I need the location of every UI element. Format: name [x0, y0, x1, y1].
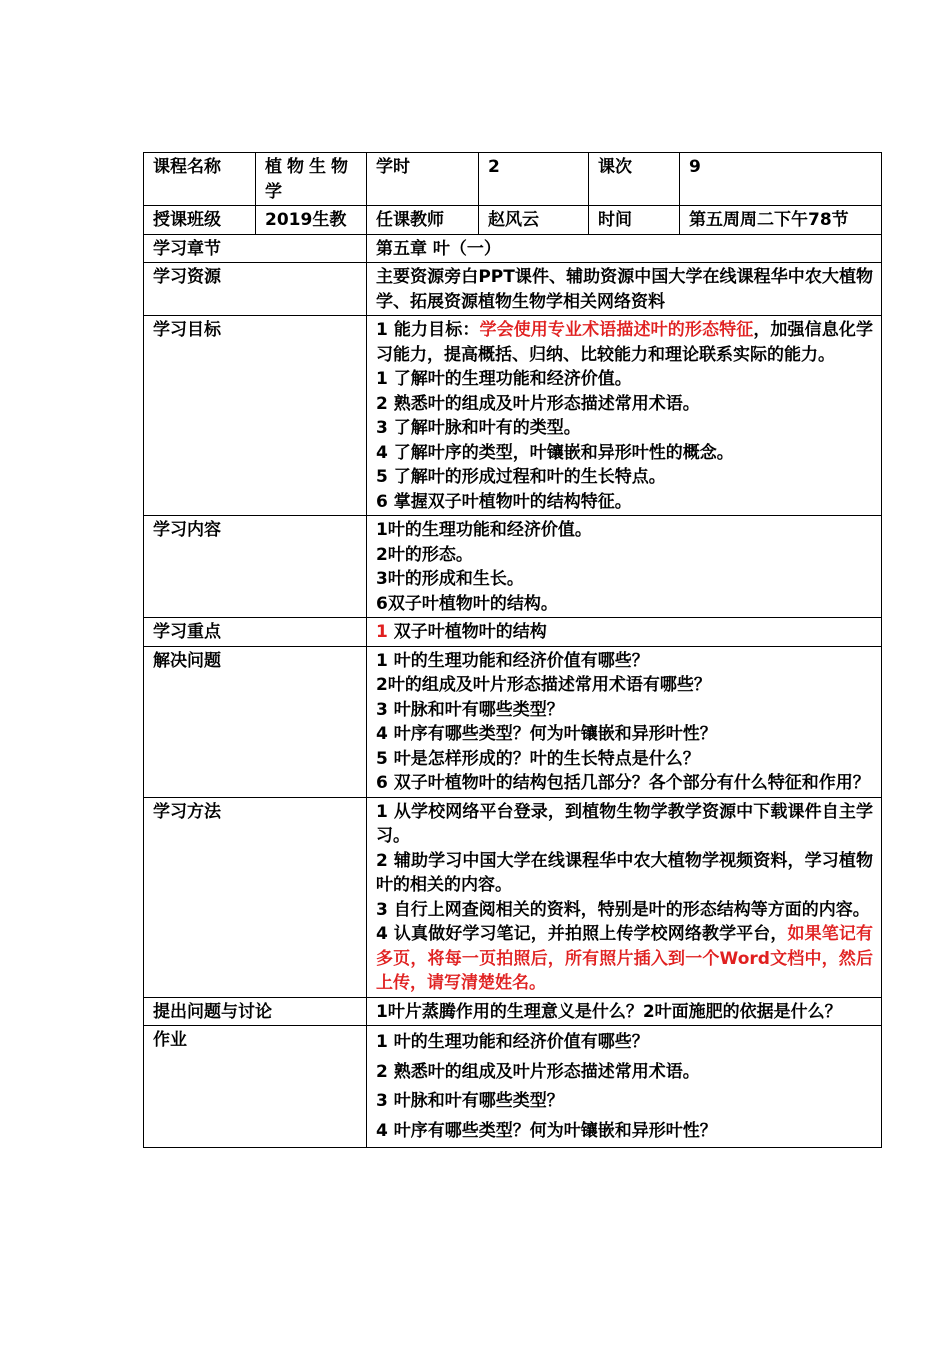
course-name-label: 课程名称 [144, 153, 256, 206]
chapter-value: 第五章 叶（一） [367, 234, 882, 263]
row-homework [144, 1026, 882, 1148]
key-points-label: 学习重点 [144, 618, 367, 647]
row-resources [144, 263, 882, 316]
objective-item: 4 了解叶序的类型，叶镶嵌和异形叶性的概念。 [376, 442, 734, 463]
methods-label: 学习方法 [144, 797, 367, 997]
problem-item: 5 叶是怎样形成的？叶的生长特点是什么？ [376, 748, 700, 769]
ability-prefix: 1 能力目标： [376, 320, 480, 340]
class-label: 授课班级 [144, 206, 256, 235]
homework-item: 2 熟悉叶的组成及叶片形态描述常用术语。 [376, 1061, 700, 1082]
content-item: 1叶的生理功能和经济价值。 [376, 520, 592, 540]
method-item4-prefix: 4 认真做好学习笔记，并拍照上传学校网络教学平台， [376, 924, 788, 944]
discussion-label: 提出问题与讨论 [144, 997, 367, 1026]
row-content [144, 516, 882, 618]
objectives-value [367, 316, 882, 516]
homework-item: 1 叶的生理功能和经济价值有哪些？ [376, 1032, 649, 1052]
row-course [144, 153, 882, 206]
row-objectives [144, 316, 882, 516]
problem-item: 4 叶序有哪些类型？何为叶镶嵌和异形叶性？ [376, 724, 717, 744]
content-value [367, 516, 882, 618]
content-item: 2叶的形态。 [376, 544, 473, 565]
method-item: 1 从学校网络平台登录，到植物生物学教学资源中下载课件自主学习。 [376, 801, 873, 846]
key-points-value [367, 618, 882, 647]
hours-label: 学时 [367, 153, 479, 206]
resources-value: 主要资源旁白PPT课件、辅助资源中国大学在线课程华中农大植物学、拓展资源植物生物学相关网络资料 [367, 263, 882, 316]
session-value: 9 [680, 153, 882, 206]
problems-value [367, 646, 882, 797]
time-label: 时间 [589, 206, 680, 235]
objective-item: 6 掌握双子叶植物叶的结构特征。 [376, 491, 632, 512]
lesson-plan-table [143, 152, 882, 1148]
time-value: 第五周周二下午78节 [680, 206, 882, 235]
homework-label: 作业 [144, 1026, 367, 1148]
class-value: 2019生教 [256, 206, 367, 235]
method-item: 2 辅助学习中国大学在线课程华中农大植物学视频资料，学习植物叶的相关的内容。 [376, 850, 873, 895]
row-class [144, 206, 882, 235]
method-item-4 [376, 922, 873, 996]
teacher-value: 赵风云 [479, 206, 589, 235]
content-item: 3叶的形成和生长。 [376, 569, 524, 589]
method-item4-highlight: 如果笔记有多页，将每一页拍照后，所有照片插入到一个Word文档中，然后上传，请写清楚姓名。 [376, 924, 874, 993]
homework-item: 4 叶序有哪些类型？何为叶镶嵌和异形叶性？ [376, 1120, 717, 1141]
row-problems [144, 646, 882, 797]
content-item: 6双子叶植物叶的结构。 [376, 593, 558, 614]
objective-item: 5 了解叶的形成过程和叶的生长特点。 [376, 467, 666, 487]
row-key-points [144, 618, 882, 647]
homework-item: 3 叶脉和叶有哪些类型？ [376, 1091, 564, 1111]
problems-label: 解决问题 [144, 646, 367, 797]
chapter-label: 学习章节 [144, 234, 367, 263]
homework-value [367, 1026, 882, 1148]
problem-item: 2叶的组成及叶片形态描述常用术语有哪些？ [376, 675, 711, 695]
objectives-label: 学习目标 [144, 316, 367, 516]
ability-rest: ，加强信息化学习能力，提高概括、归纳、比较能力和理论联系实际的能力。 [376, 320, 874, 365]
objective-item: 2 熟悉叶的组成及叶片形态描述常用术语。 [376, 393, 700, 414]
key-point-text: 双子叶植物叶的结构 [387, 622, 547, 642]
ability-objective [376, 318, 873, 367]
key-point-number: 1 [376, 622, 388, 642]
row-discussion [144, 997, 882, 1026]
hours-value: 2 [479, 153, 589, 206]
resources-label: 学习资源 [144, 263, 367, 316]
methods-value [367, 797, 882, 997]
method-item: 3 自行上网查阅相关的资料，特别是叶的形态结构等方面的内容。 [376, 899, 870, 920]
discussion-value: 1叶片蒸腾作用的生理意义是什么？2叶面施肥的依据是什么？ [367, 997, 882, 1026]
ability-highlight: 学会使用专业术语描述叶的形态特征 [479, 320, 754, 340]
problem-item: 6 双子叶植物叶的结构包括几部分？各个部分有什么特征和作用？ [376, 773, 870, 793]
content-label: 学习内容 [144, 516, 367, 618]
problem-item: 3 叶脉和叶有哪些类型？ [376, 699, 564, 720]
teacher-label: 任课教师 [367, 206, 479, 235]
row-methods [144, 797, 882, 997]
row-chapter [144, 234, 882, 263]
session-label: 课次 [589, 153, 680, 206]
lesson-plan-sheet [143, 152, 881, 1148]
problem-item: 1 叶的生理功能和经济价值有哪些？ [376, 650, 649, 671]
objective-item: 3 了解叶脉和叶有的类型。 [376, 418, 581, 438]
course-name-value: 植物生物学 [256, 153, 367, 206]
objective-item: 1 了解叶的生理功能和经济价值。 [376, 369, 632, 389]
